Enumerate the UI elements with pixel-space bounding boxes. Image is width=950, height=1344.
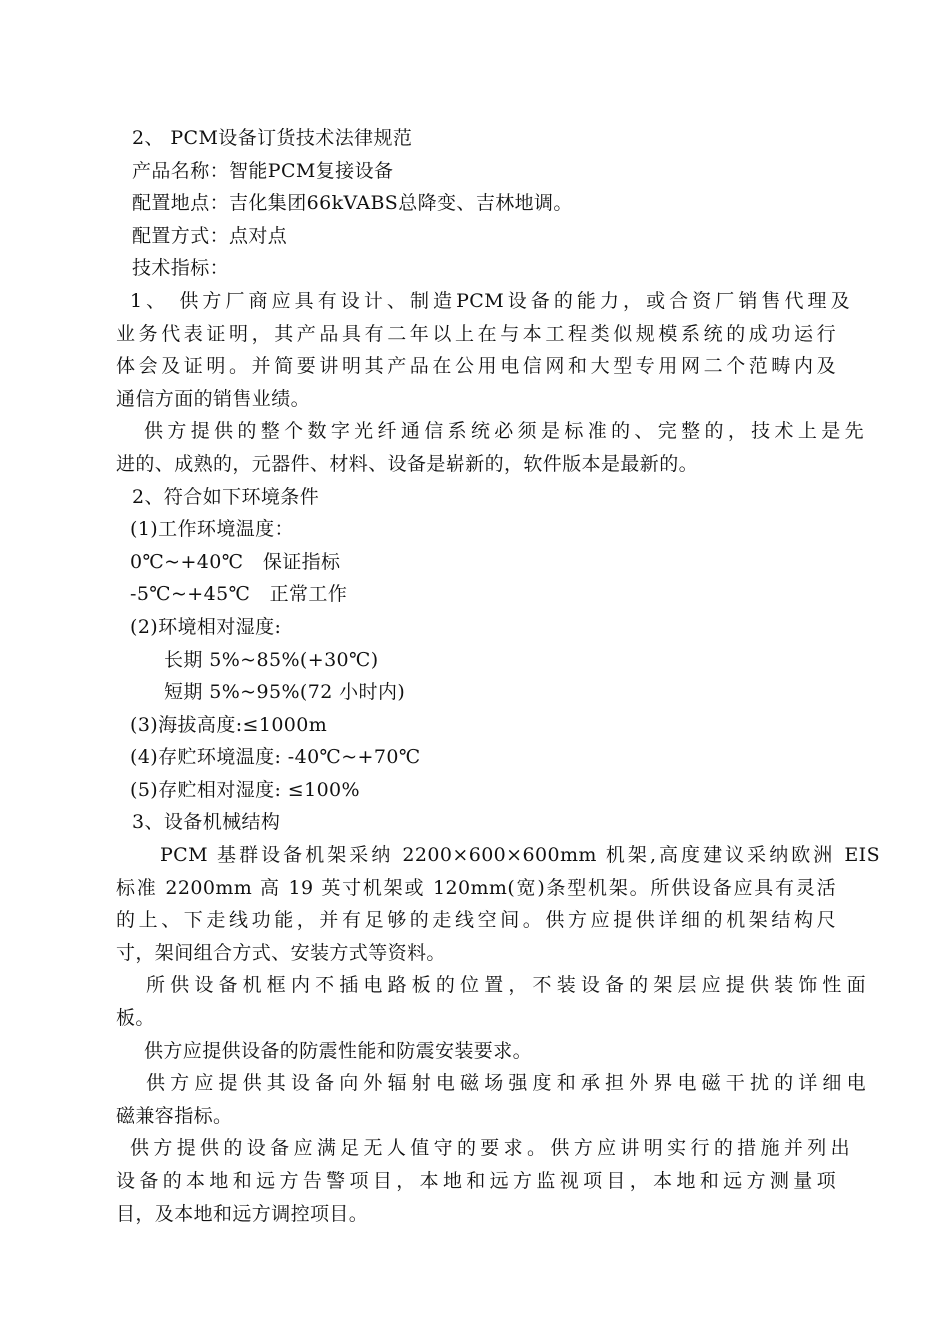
list-item: 长期 5%~85%(+30℃)	[164, 648, 379, 671]
paragraph-line: 供方应提供设备的防震性能和防震安装要求。	[144, 1039, 533, 1062]
tech-indicators-heading: 技术指标：	[132, 257, 230, 280]
paragraph-line: PCM 基群设备机架采纳 2200×600×600mm 机架,高度建议采纳欧洲 EIS	[160, 844, 880, 867]
paragraph-line: 目，及本地和远方调控项目。	[116, 1202, 369, 1225]
list-item: (4)存贮环境温度: -40℃~+70℃	[130, 746, 421, 769]
list-item: 短期 5%~95%(72 小时内)	[164, 681, 406, 704]
paragraph-line: 供方提供的设备应满足无人值守的要求。供方应讲明实行的措施并列出	[130, 1137, 850, 1160]
paragraph-line: 通信方面的销售业绩。	[116, 387, 311, 410]
paragraph-line: 板。	[116, 1007, 155, 1030]
list-item: (1)工作环境温度：	[130, 518, 294, 541]
paragraph-line: 标准 2200mm 高 19 英寸机架或 120mm(宽)条型机架。所供设备应具有灵活	[116, 876, 836, 899]
document-body	[116, 122, 880, 1230]
list-item: -5℃~+45℃ 正常工作	[130, 583, 348, 606]
config-mode-line: 配置方式：点对点	[132, 224, 288, 247]
list-item: (3)海拔高度:≤1000m	[130, 713, 328, 736]
paragraph-line: 磁兼容指标。	[116, 1104, 233, 1127]
list-item: (5)存贮相对湿度: ≤100%	[130, 778, 360, 801]
list-item: 0℃~+40℃ 保证指标	[130, 550, 341, 573]
paragraph-line: 业务代表证明，其产品具有二年以上在与本工程类似规模系统的成功运行	[116, 322, 836, 345]
paragraph-line: 所供设备机框内不插电路板的位置，不装设备的架层应提供装饰性面	[146, 974, 866, 997]
paragraph-line: 进的、成熟的，元器件、材料、设备是崭新的，软件版本是最新的。	[116, 452, 699, 475]
paragraph-line: 供方应提供其设备向外辐射电磁场强度和承担外界电磁干扰的详细电	[146, 1072, 866, 1095]
paragraph-line: 设备的本地和远方告警项目，本地和远方监视项目，本地和远方测量项	[116, 1170, 836, 1192]
paragraph-line: 寸，架间组合方式、安装方式等资料。	[116, 941, 446, 964]
config-location-line: 配置地点：吉化集团66kVABS总降变、吉林地调。	[132, 192, 573, 215]
env-conditions-heading: 2、符合如下环境条件	[132, 485, 320, 508]
list-item: (2)环境相对湿度:	[130, 615, 282, 638]
section-heading-pcm-spec: 2、 PCM设备订货技术法律规范	[132, 127, 413, 149]
product-name-line: 产品名称：智能PCM复接设备	[132, 159, 394, 182]
paragraph-line: 体会及证明。并简要讲明其产品在公用电信网和大型专用网二个范畴内及	[116, 355, 836, 378]
paragraph-line: 1、 供方厂商应具有设计、制造PCM设备的能力，或合资厂销售代理及	[130, 289, 850, 312]
paragraph-line: 的上、下走线功能，并有足够的走线空间。供方应提供详细的机架结构尺	[116, 909, 836, 932]
paragraph-line: 供方提供的整个数字光纤通信系统必须是标准的、完整的，技术上是先	[144, 420, 864, 443]
mechanical-structure-heading: 3、设备机械结构	[132, 811, 281, 834]
